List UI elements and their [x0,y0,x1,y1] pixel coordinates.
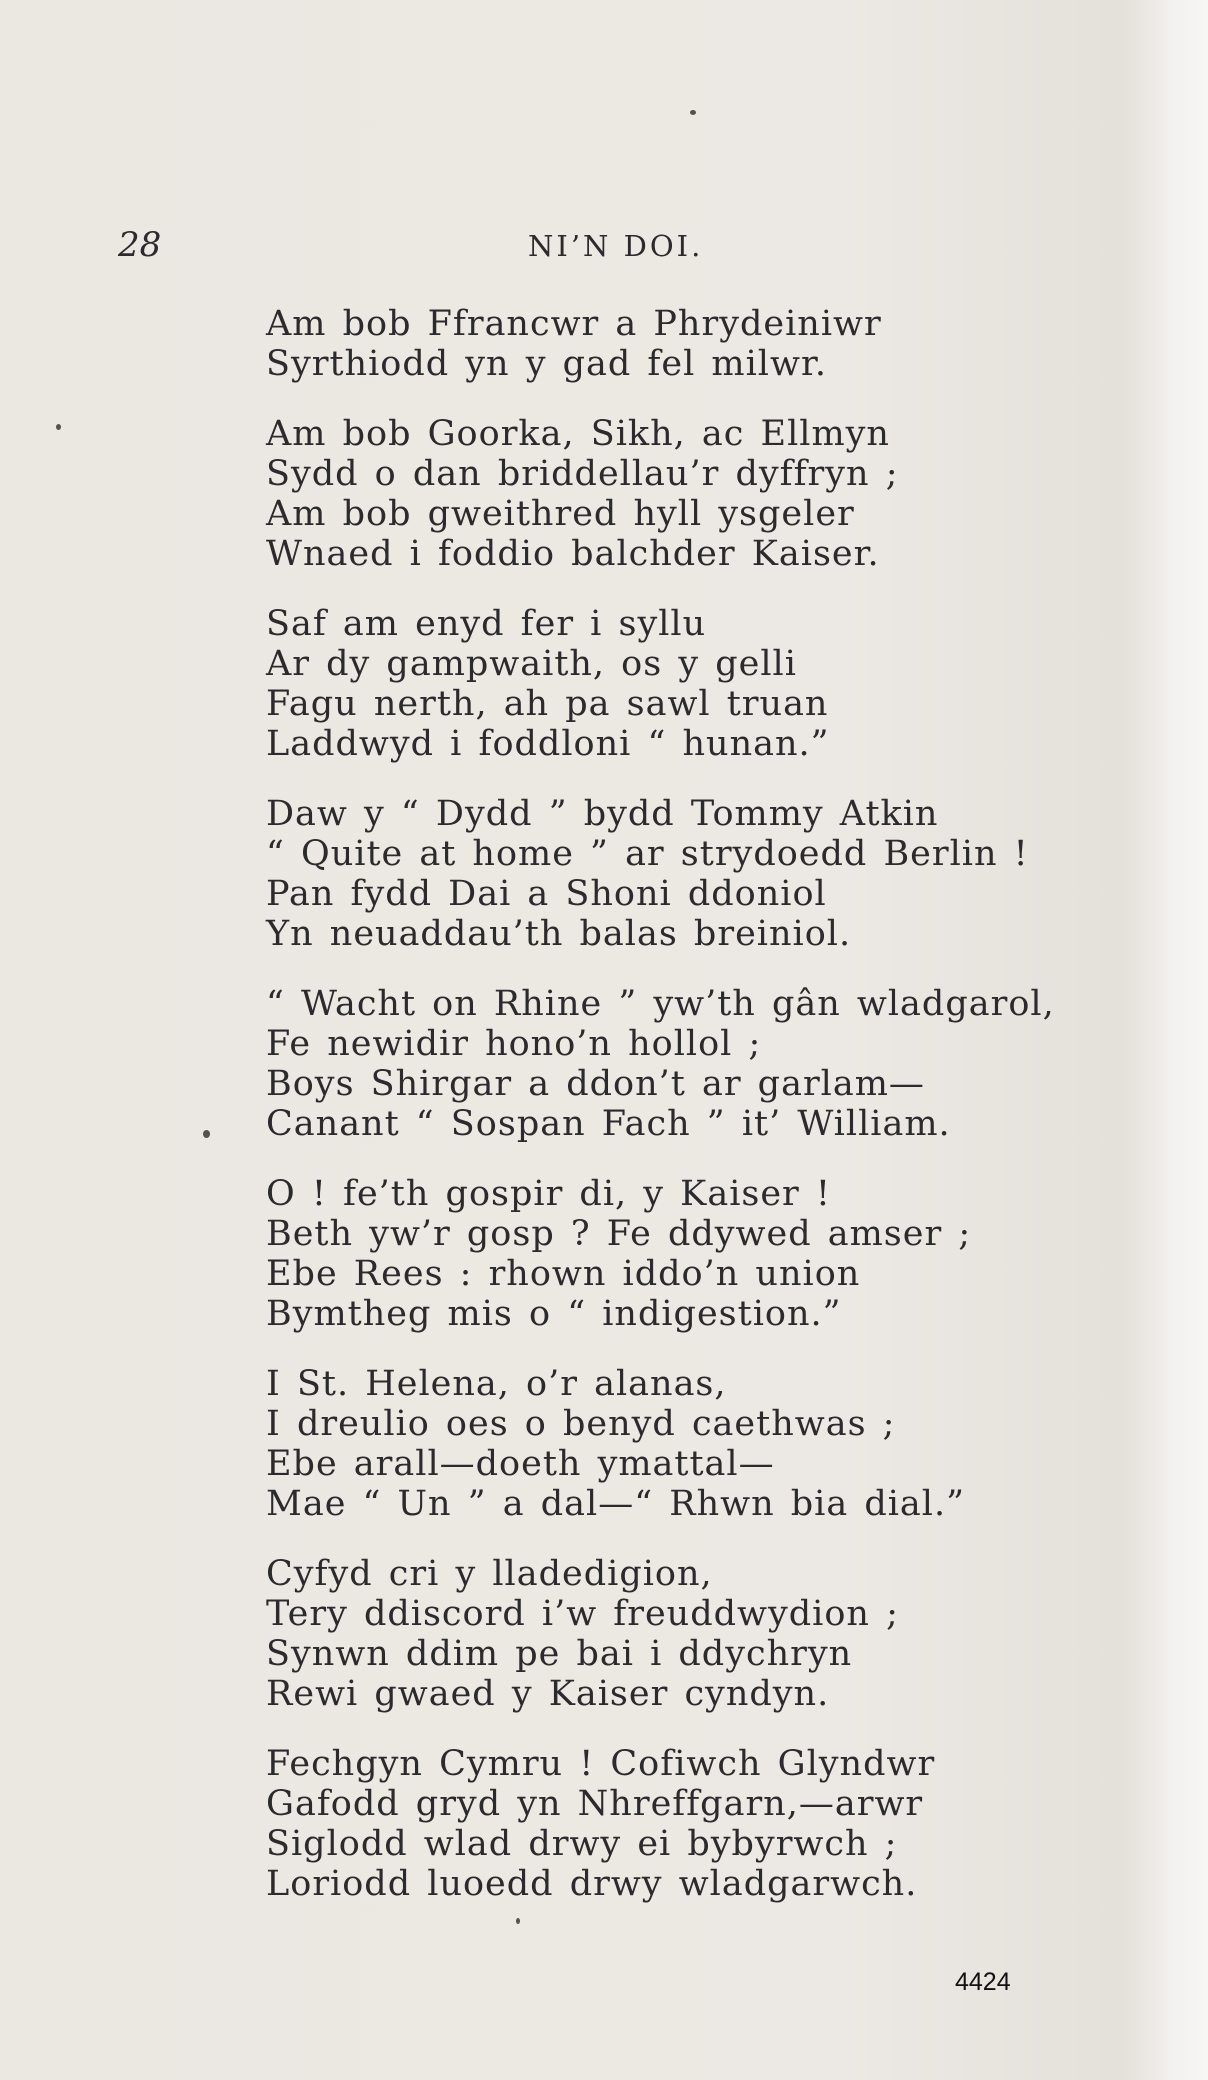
poem-line: I St. Helena, o’r alanas, [266,1364,727,1404]
poem-line: “ Wacht on Rhine ” yw’th gân wladgarol, [266,984,1055,1024]
poem-line: I dreulio oes o benyd caethwas ; [266,1404,896,1444]
poem-line: Bymtheg mis o “ indigestion.” [266,1294,842,1334]
stanza [266,984,1146,1144]
stanza [266,1744,1146,1904]
poem [266,304,1146,1934]
poem-line: Synwn ddim pe bai i ddychryn [266,1634,853,1674]
poem-line: Ebe arall—doeth ymattal— [266,1444,775,1484]
stanza [266,414,1146,574]
poem-line: “ Quite at home ” ar strydoedd Berlin ! [266,834,1029,874]
poem-line: Laddwyd i foddloni “ hunan.” [266,724,830,764]
poem-line: Wnaed i foddio balchder Kaiser. [266,534,880,574]
poem-line: Gafodd gryd yn Nhreffgarn,—arwr [266,1784,924,1824]
paper-speck [56,424,61,430]
poem-line: Daw y “ Dydd ” bydd Tommy Atkin [266,794,939,834]
poem-line: Tery ddiscord i’w freuddwydion ; [266,1594,899,1634]
poem-line: Syrthiodd yn y gad fel milwr. [266,344,827,384]
poem-line: Saf am enyd fer i syllu [266,604,707,644]
poem-line: Pan fydd Dai a Shoni ddoniol [266,874,827,914]
archive-number: 4424 [955,1968,1011,1996]
poem-line: Am bob Goorka, Sikh, ac Ellmyn [266,414,890,454]
poem-line: Siglodd wlad drwy ei bybyrwch ; [266,1824,898,1864]
poem-line: Rewi gwaed y Kaiser cyndyn. [266,1674,830,1714]
paper-speck [516,1918,520,1924]
poem-line: Beth yw’r gosp ? Fe ddywed amser ; [266,1214,972,1254]
poem-line: Loriodd luoedd drwy wladgarwch. [266,1864,918,1904]
stanza [266,794,1146,954]
poem-line: O ! fe’th gospir di, y Kaiser ! [266,1174,831,1214]
running-title: NI’N DOI. [528,229,704,263]
poem-line: Am bob gweithred hyll ysgeler [266,494,855,534]
poem-line: Fe newidir hono’n hollol ; [266,1024,762,1064]
poem-line: Ar dy gampwaith, os y gelli [266,644,797,684]
poem-line: Am bob Ffrancwr a Phrydeiniwr [266,304,882,344]
stanza [266,604,1146,764]
page-header [118,225,1098,269]
stanza [266,1364,1146,1524]
paper-speck [203,1130,210,1138]
poem-line: Ebe Rees : rhown iddo’n union [266,1254,861,1294]
stanza [266,304,1146,384]
poem-line: Yn neuaddau’th balas breiniol. [266,914,852,954]
poem-line: Canant “ Sospan Fach ” it’ William. [266,1104,951,1144]
page-number: 28 [118,225,162,265]
poem-line: Cyfyd cri y lladedigion, [266,1554,713,1594]
paper-speck [690,110,696,115]
poem-line: Mae “ Un ” a dal—“ Rhwn bia dial.” [266,1484,966,1524]
poem-line: Sydd o dan briddellau’r dyffryn ; [266,454,899,494]
stanza [266,1554,1146,1714]
poem-line: Fechgyn Cymru ! Cofiwch Glyndwr [266,1744,936,1784]
stanza [266,1174,1146,1334]
poem-line: Boys Shirgar a ddon’t ar garlam— [266,1064,925,1104]
poem-line: Fagu nerth, ah pa sawl truan [266,684,829,724]
